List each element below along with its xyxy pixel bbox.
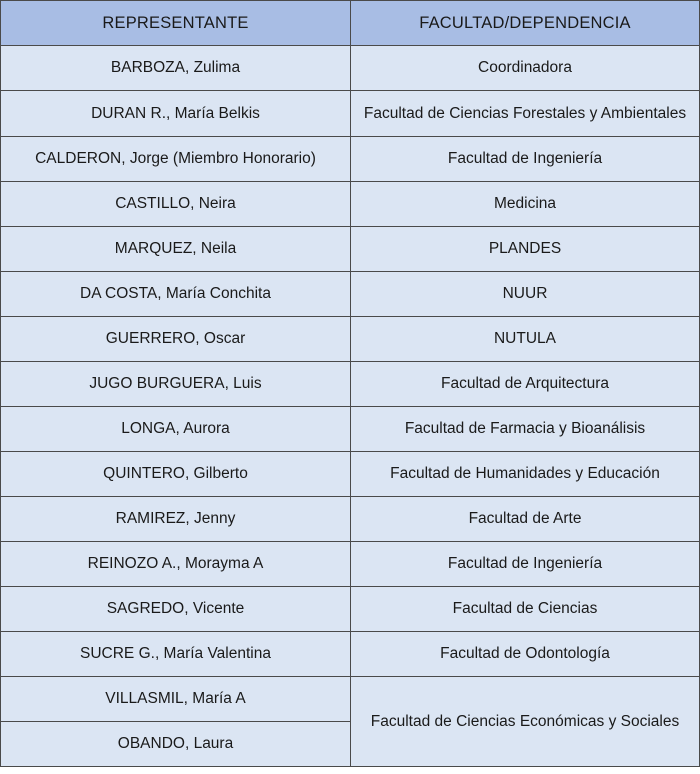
cell-facultad: Facultad de Humanidades y Educación	[351, 452, 700, 497]
cell-representante: GUERRERO, Oscar	[1, 317, 351, 362]
table-row	[1, 137, 700, 182]
cell-facultad: Facultad de Odontología	[351, 632, 700, 677]
cell-representante: QUINTERO, Gilberto	[1, 452, 351, 497]
cell-facultad-merged: Facultad de Ciencias Económicas y Sociales	[351, 677, 700, 767]
cell-representante: LONGA, Aurora	[1, 407, 351, 452]
cell-facultad: Facultad de Ingeniería	[351, 137, 700, 182]
cell-facultad: Facultad de Ciencias Forestales y Ambientales	[351, 91, 700, 137]
cell-representante: DURAN R., María Belkis	[1, 91, 351, 137]
cell-representante: OBANDO, Laura	[1, 722, 351, 767]
table-row	[1, 542, 700, 587]
table-row	[1, 46, 700, 91]
cell-facultad: Facultad de Ciencias	[351, 587, 700, 632]
table-row	[1, 407, 700, 452]
header-facultad-dependencia: FACULTAD/DEPENDENCIA	[351, 1, 700, 46]
table-row	[1, 227, 700, 272]
cell-facultad: Coordinadora	[351, 46, 700, 91]
cell-facultad: NUUR	[351, 272, 700, 317]
table-row	[1, 497, 700, 542]
table-row	[1, 182, 700, 227]
cell-representante: CASTILLO, Neira	[1, 182, 351, 227]
cell-representante: BARBOZA, Zulima	[1, 46, 351, 91]
cell-facultad: Medicina	[351, 182, 700, 227]
table-row	[1, 272, 700, 317]
table-row	[1, 362, 700, 407]
cell-facultad: PLANDES	[351, 227, 700, 272]
table-row	[1, 632, 700, 677]
header-representante: REPRESENTANTE	[1, 1, 351, 46]
table-row	[1, 452, 700, 497]
cell-representante: RAMIREZ, Jenny	[1, 497, 351, 542]
cell-facultad: Facultad de Arte	[351, 497, 700, 542]
header-row	[1, 1, 700, 46]
table-row	[1, 91, 700, 137]
cell-representante: CALDERON, Jorge (Miembro Honorario)	[1, 137, 351, 182]
cell-representante: SUCRE G., María Valentina	[1, 632, 351, 677]
cell-representante: REINOZO A., Morayma A	[1, 542, 351, 587]
table-row	[1, 587, 700, 632]
cell-representante: SAGREDO, Vicente	[1, 587, 351, 632]
cell-representante: VILLASMIL, María A	[1, 677, 351, 722]
cell-representante: DA COSTA, María Conchita	[1, 272, 351, 317]
cell-representante: MARQUEZ, Neila	[1, 227, 351, 272]
cell-facultad: NUTULA	[351, 317, 700, 362]
cell-facultad: Facultad de Arquitectura	[351, 362, 700, 407]
cell-facultad: Facultad de Farmacia y Bioanálisis	[351, 407, 700, 452]
cell-representante: JUGO BURGUERA, Luis	[1, 362, 351, 407]
table-row	[1, 677, 700, 722]
table-row	[1, 317, 700, 362]
cell-facultad: Facultad de Ingeniería	[351, 542, 700, 587]
